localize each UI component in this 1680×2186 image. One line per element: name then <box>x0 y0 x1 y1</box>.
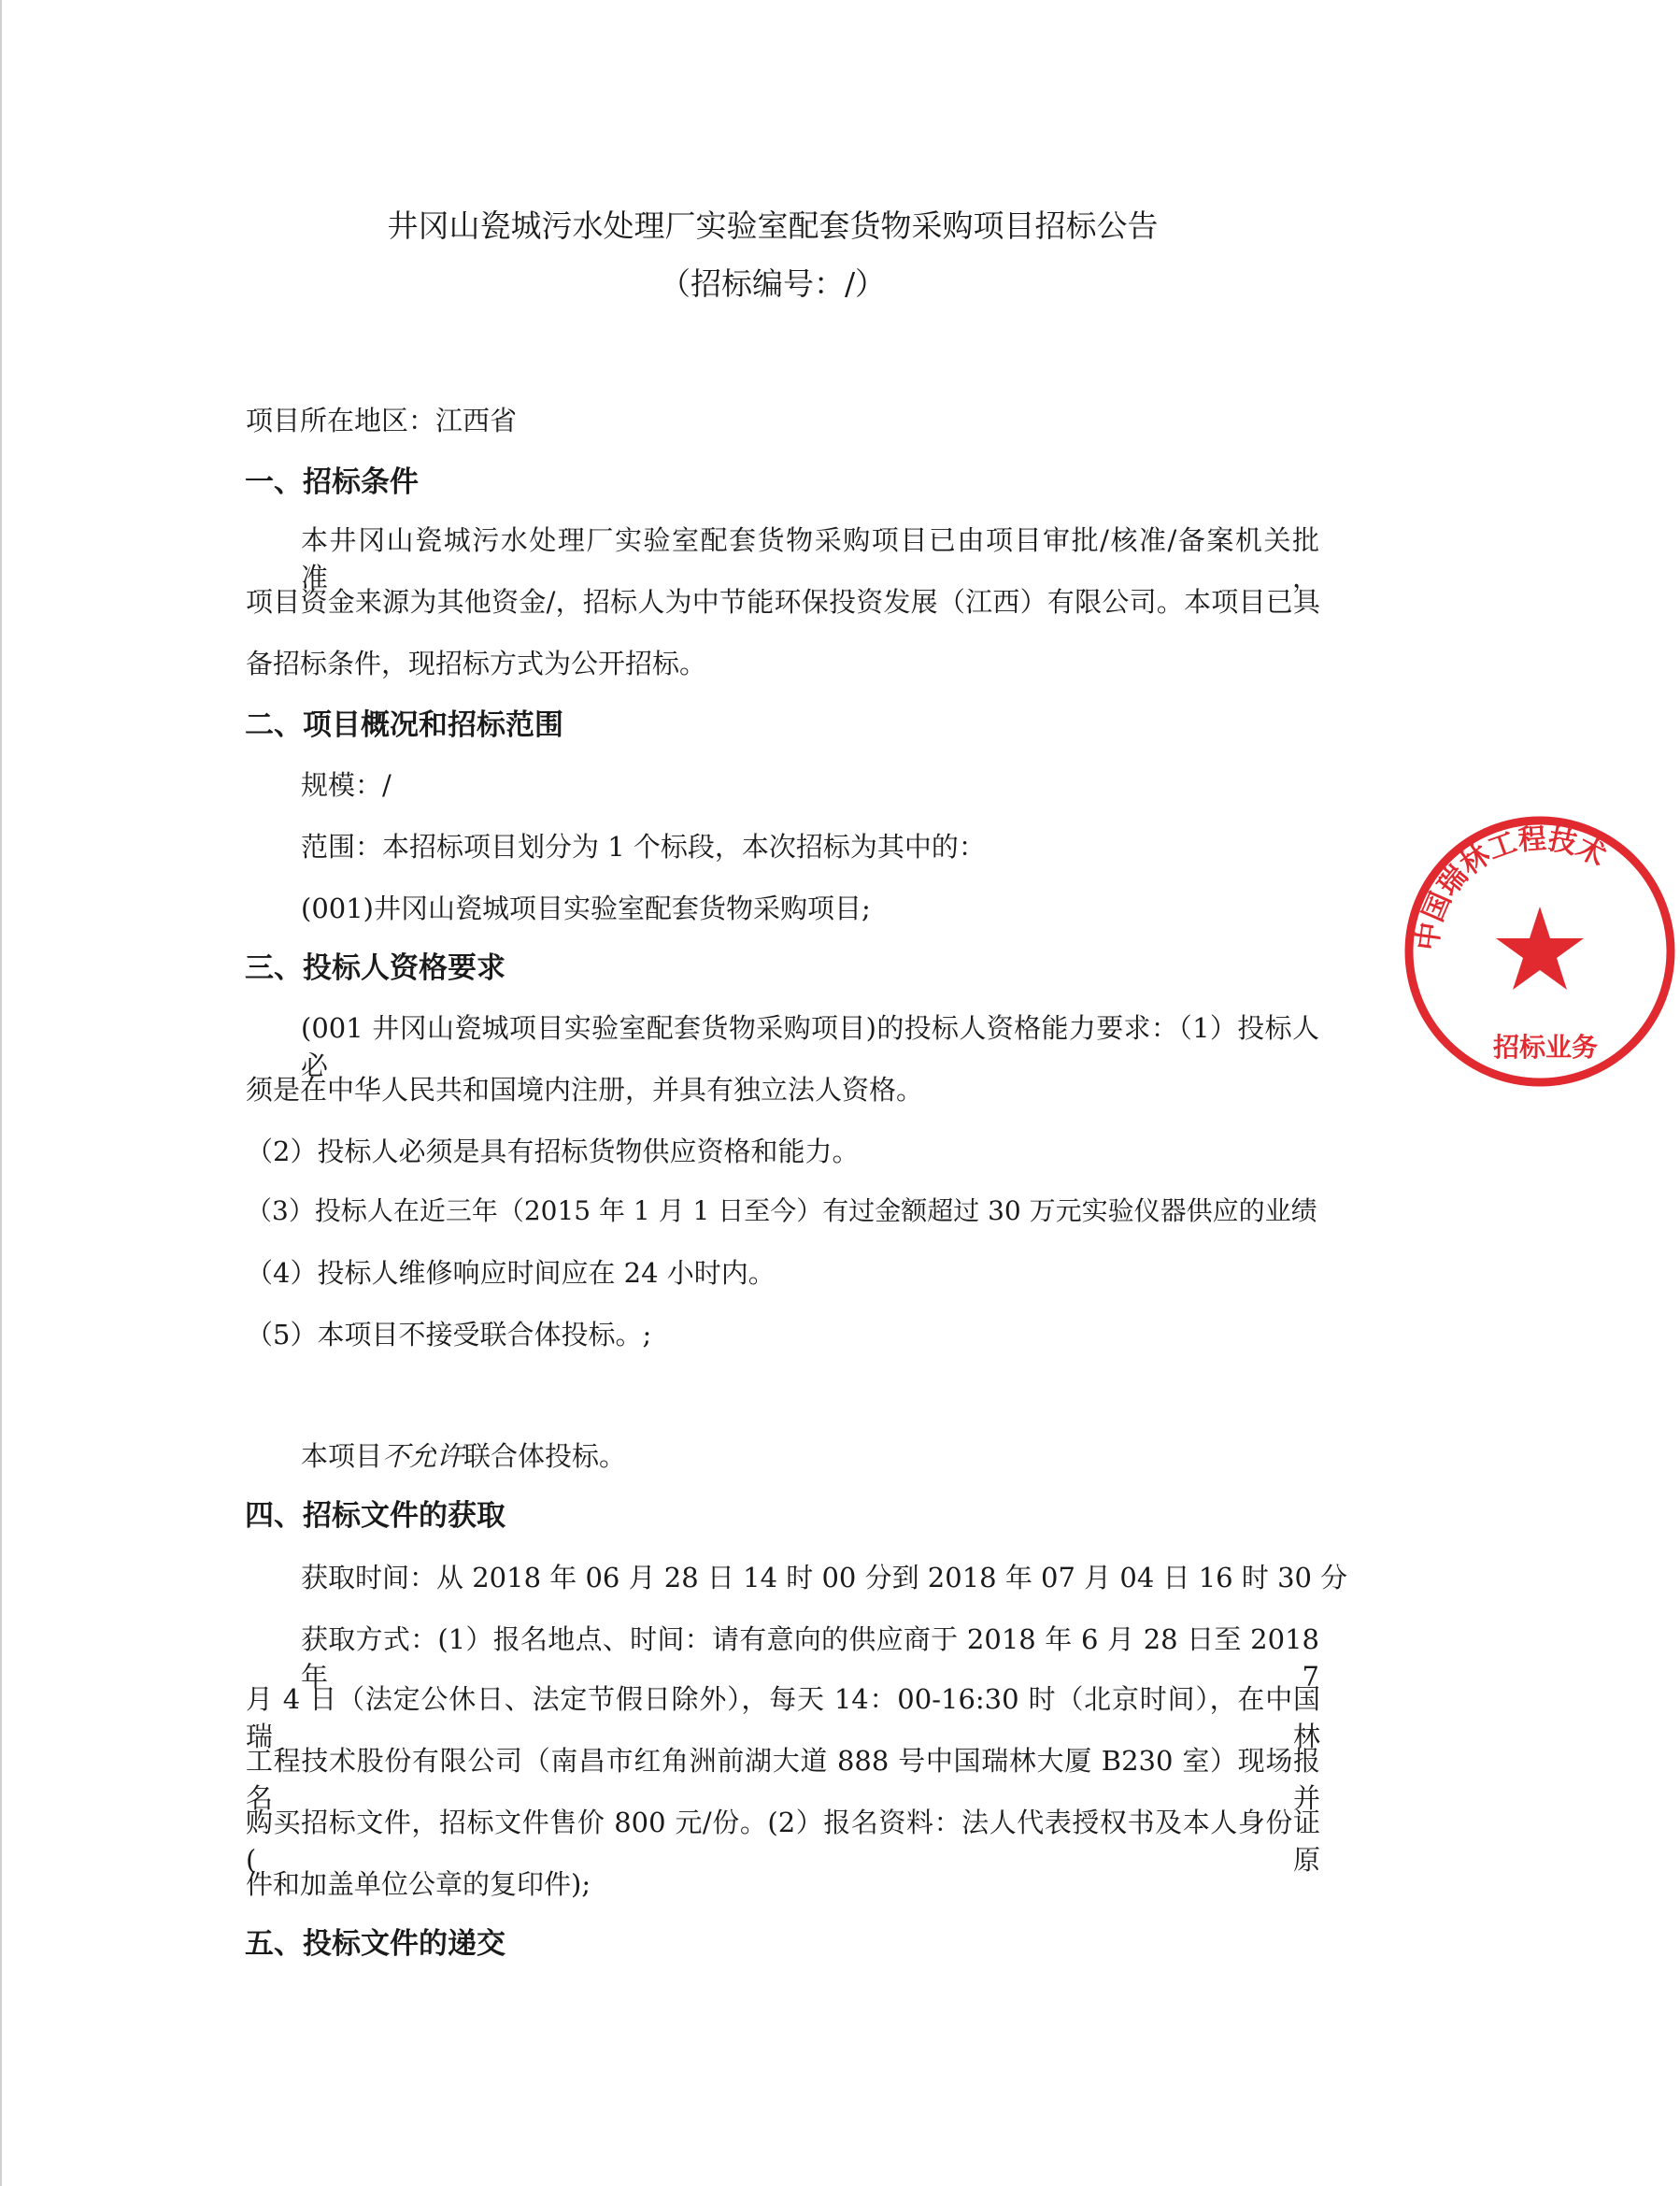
section-5-heading: 五、投标文件的递交 <box>245 1927 505 1961</box>
s4-method-4: 购买招标文件，招标文件售价 800 元/份。(2）报名资料：法人代表授权书及本人身份证(原 <box>246 1807 1320 1876</box>
s3-line-5: （4）投标人维修响应时间应在 24 小时内。 <box>246 1257 776 1289</box>
s2-item: (001)井冈山瓷城项目实验室配套货物采购项目; <box>301 893 871 924</box>
s3-line-3: （2）投标人必须是具有招标货物供应资格和能力。 <box>246 1136 860 1167</box>
document-title: 井冈山瓷城污水处理厂实验室配套货物采购项目招标公告 <box>387 207 1159 244</box>
s1-line-2: 项目资金来源为其他资金/，招标人为中节能环保投资发展（江西）有限公司。本项目已具 <box>246 586 1320 618</box>
s4-method-3: 工程技术股份有限公司（南昌市红角洲前湖大道 888 号中国瑞林大厦 B230 室）现场报名并 <box>246 1745 1320 1814</box>
s4-method-1: 获取方式：(1）报名地点、时间：请有意向的供应商于 2018 年 6 月 28 日至 2018 年 7 <box>301 1623 1319 1693</box>
section-1-heading: 一、招标条件 <box>245 465 419 499</box>
section-3-heading: 三、投标人资格要求 <box>245 951 505 985</box>
s1-line-3: 备招标条件，现招标方式为公开招标。 <box>246 648 707 679</box>
section-2-heading: 二、项目概况和招标范围 <box>245 708 563 742</box>
s4-method-2: 月 4 日（法定公休日、法定节假日除外），每天 14：00-16:30 时（北京时间），在中国瑞林 <box>246 1683 1320 1752</box>
bid-number: （招标编号：/） <box>659 265 887 302</box>
s3-line-2: 须是在中华人民共和国境内注册，并具有独立法人资格。 <box>246 1074 924 1106</box>
s1-line-1: 本井冈山瓷城污水处理厂实验室配套货物采购项目已由项目审批/核准/备案机关批准， <box>301 524 1319 593</box>
section-4-heading: 四、招标文件的获取 <box>245 1499 505 1533</box>
svg-text:中国瑞林工程技术: 中国瑞林工程技术 <box>1411 822 1612 953</box>
s4-time: 获取时间：从 2018 年 06 月 28 日 14 时 00 分到 2018 年 07 月 04 日 16 时 30 分 <box>301 1562 1348 1593</box>
s3-line-1: (001 井冈山瓷城项目实验室配套货物采购项目)的投标人资格能力要求：（1）投标人必 <box>301 1012 1319 1081</box>
s3-line-7-c: 联合体投标。 <box>463 1440 627 1472</box>
s3-line-6: （5）本项目不接受联合体投标。; <box>246 1319 652 1350</box>
s3-line-7-a: 本项目 <box>301 1440 383 1472</box>
s4-method-5: 件和加盖单位公章的复印件); <box>246 1868 591 1900</box>
company-seal <box>1400 811 1680 1092</box>
scan-edge <box>0 0 2 2186</box>
s2-scope: 范围：本招标项目划分为 1 个标段，本次招标为其中的： <box>301 831 986 863</box>
seal-star-icon <box>1496 907 1584 990</box>
svg-text:招标业务: 招标业务 <box>1493 1032 1599 1063</box>
s3-line-7 <box>301 1437 626 1475</box>
s3-line-7-b: 不允许 <box>382 1440 464 1472</box>
s2-scale: 规模：/ <box>301 769 392 801</box>
project-region: 项目所在地区：江西省 <box>246 405 518 436</box>
s3-line-4: （3）投标人在近三年（2015 年 1 月 1 日至今）有过金额超过 30 万元实验仪器供应的业绩 <box>246 1195 1317 1226</box>
